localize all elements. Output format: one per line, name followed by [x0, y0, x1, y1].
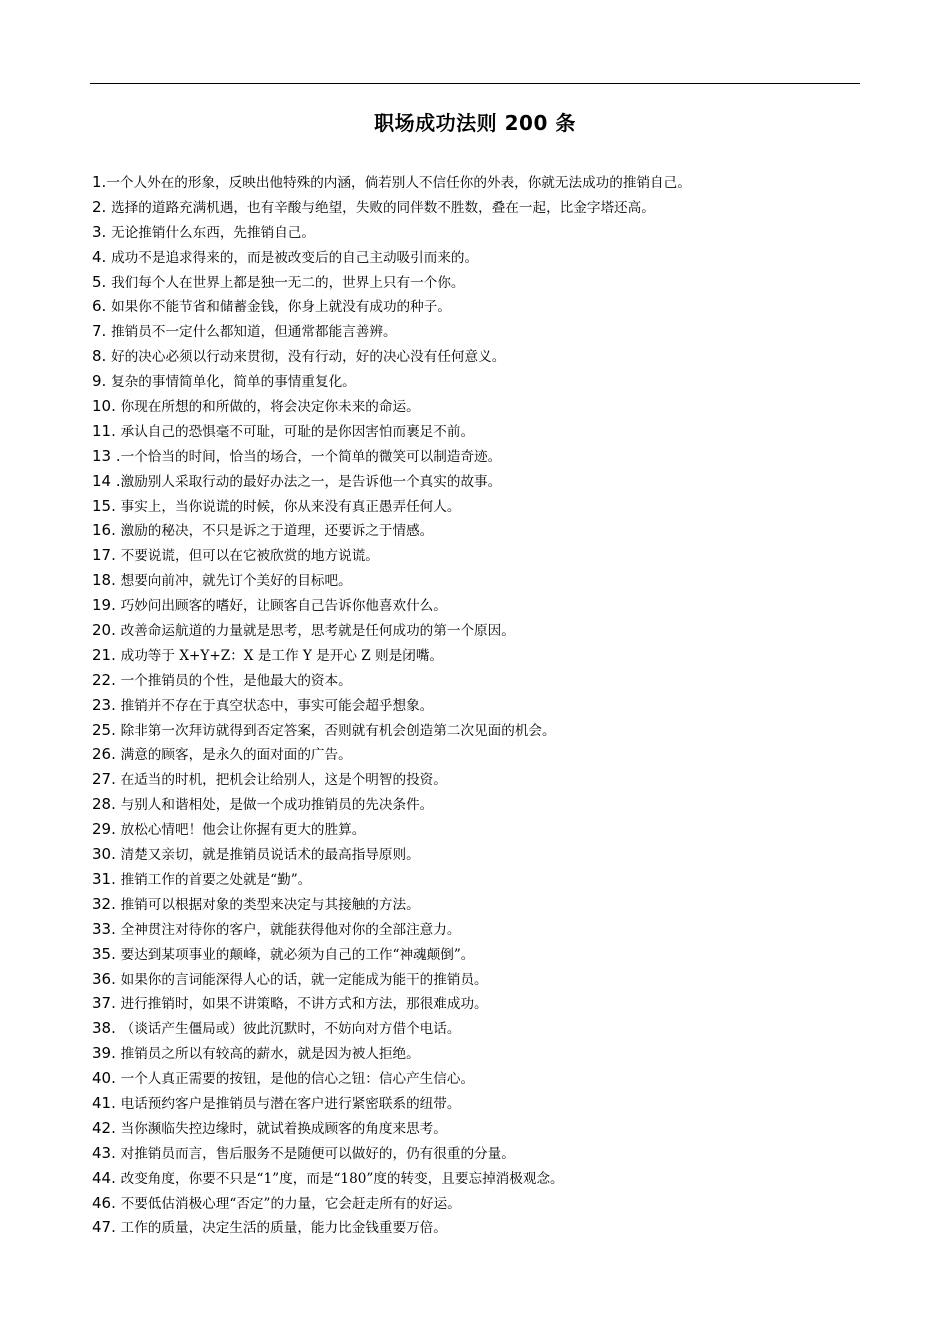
- rule-text: 改善命运航道的力量就是思考，思考就是任何成功的第一个原因。: [120, 623, 515, 640]
- rule-number: 43.: [92, 1143, 121, 1162]
- rule-text: 事实上，当你说谎的时候，你从来没有真正愚弄任何人。: [120, 498, 461, 515]
- rule-item: [92, 344, 892, 369]
- rule-item: [92, 394, 892, 419]
- rule-text: 巧妙问出顾客的嗜好，让顾客自己告诉你他喜欢什么。: [120, 598, 447, 615]
- header-rule: [90, 83, 860, 84]
- rule-item: [92, 1041, 892, 1066]
- rule-item: [92, 742, 892, 767]
- rule-text: 如果你的言词能深得人心的话，就一定能成为能干的推销员。: [120, 971, 488, 988]
- rule-item: [92, 693, 892, 718]
- rule-item: [92, 1191, 892, 1216]
- rule-text: （谈话产生僵局或）彼此沉默时，不妨向对方借个电话。: [120, 1021, 461, 1038]
- rule-number: 27.: [92, 770, 121, 789]
- rule-item: [92, 817, 892, 842]
- rule-text: 全神贯注对待你的客户，就能获得他对你的全部注意力。: [120, 921, 461, 938]
- rule-number: 21.: [92, 645, 121, 664]
- rule-text: 无论推销什么东西，先推销自己。: [111, 224, 315, 241]
- rule-number: 32.: [92, 894, 121, 913]
- rule-number: 47.: [92, 1218, 121, 1237]
- rule-number: 18.: [92, 571, 121, 590]
- rule-text: 工作的质量，决定生活的质量，能力比金钱重要万倍。: [120, 1220, 447, 1237]
- rule-number: 1.: [92, 173, 107, 191]
- rule-text: 激励别人采取行动的最好办法之一，是告诉他一个真实的故事。: [120, 473, 502, 490]
- rule-text: 一个人外在的形象，反映出他特殊的内涵，倘若别人不信任你的外表，你就无法成功的推销自己。: [106, 175, 691, 191]
- rule-item: [92, 494, 892, 519]
- rule-number: 23.: [92, 695, 121, 714]
- rule-number: 6.: [92, 297, 112, 316]
- rule-text: 推销并不存在于真空状态中，事实可能会超乎想象。: [120, 697, 434, 714]
- rule-text: 对推销员而言，售后服务不是随便可以做好的，仍有很重的分量。: [120, 1145, 515, 1162]
- rule-number: 30.: [92, 845, 121, 864]
- rule-text: 除非第一次拜访就得到否定答案，否则就有机会创造第二次见面的机会。: [120, 722, 556, 739]
- rule-number: 7.: [92, 322, 112, 341]
- rule-number: 31.: [92, 869, 121, 888]
- rule-number: 38.: [92, 1019, 121, 1038]
- rule-number: 17.: [92, 546, 121, 565]
- rule-number: 25.: [92, 720, 121, 739]
- rule-text: 好的决心必须以行动来贯彻，没有行动，好的决心没有任何意义。: [111, 349, 506, 366]
- rule-item: [92, 1215, 892, 1240]
- rule-item: [92, 518, 892, 543]
- rule-text: 复杂的事情简单化，简单的事情重复化。: [111, 374, 356, 391]
- rule-item: [92, 369, 892, 394]
- rule-item: [92, 469, 892, 494]
- document-title: 职场成功法则 200 条: [374, 111, 576, 135]
- rule-number: 29.: [92, 820, 121, 839]
- rule-number: 40.: [92, 1069, 121, 1088]
- rule-item: [92, 1016, 892, 1041]
- rule-item: [92, 792, 892, 817]
- rule-number: 11.: [92, 421, 121, 440]
- rule-item: [92, 1141, 892, 1166]
- rule-item: [92, 444, 892, 469]
- rule-item: [92, 319, 892, 344]
- rule-text: 改变角度，你要不只是“1”度，而是“180”度的转变，且要忘掉消极观念。: [120, 1170, 564, 1187]
- rule-text: 当你濒临失控边缘时，就试着换成顾客的角度来思考。: [120, 1120, 447, 1137]
- rule-text: 推销员之所以有较高的薪水，就是因为被人拒绝。: [120, 1046, 420, 1063]
- rule-number: 41.: [92, 1093, 121, 1112]
- rule-text: 满意的顾客，是永久的面对面的广告。: [120, 747, 352, 764]
- rule-item: [92, 618, 892, 643]
- rule-text: 一个恰当的时间，恰当的场合，一个简单的微笑可以制造奇迹。: [120, 448, 502, 465]
- rule-number: 22.: [92, 670, 121, 689]
- rule-text: 成功等于 X+Y+Z：X 是工作 Y 是开心 Z 则是闭嘴。: [120, 647, 444, 664]
- rule-text: 我们每个人在世界上都是独一无二的，世界上只有一个你。: [111, 274, 465, 291]
- rule-number: 37.: [92, 994, 121, 1013]
- rule-text: 如果你不能节省和储蓄金钱，你身上就没有成功的种子。: [111, 299, 451, 316]
- rule-number: 44.: [92, 1168, 121, 1187]
- rule-text: 一个推销员的个性，是他最大的资本。: [120, 672, 352, 689]
- rule-text: 进行推销时，如果不讲策略，不讲方式和方法，那很难成功。: [120, 996, 488, 1013]
- rule-number: 3.: [92, 222, 112, 241]
- rule-text: 放松心情吧！他会让你握有更大的胜算。: [120, 822, 366, 839]
- rule-number: 13 .: [92, 446, 121, 465]
- rule-item: [92, 942, 892, 967]
- rule-text: 推销可以根据对象的类型来决定与其接触的方法。: [120, 896, 420, 913]
- rule-item: [92, 270, 892, 295]
- rule-text: 选择的道路充满机遇，也有辛酸与绝望，失败的同伴数不胜数，叠在一起，比金字塔还高。: [111, 199, 655, 216]
- rule-number: 14 .: [92, 471, 121, 490]
- rule-text: 承认自己的恐惧毫不可耻，可耻的是你因害怕而裹足不前。: [120, 423, 475, 440]
- rule-item: [92, 568, 892, 593]
- rule-number: 5.: [92, 272, 112, 291]
- rule-number: 39.: [92, 1044, 121, 1063]
- rule-number: 36.: [92, 969, 121, 988]
- rule-item: [92, 220, 892, 245]
- rule-number: 9.: [92, 372, 112, 391]
- rule-text: 在适当的时机，把机会让给别人，这是个明智的投资。: [120, 772, 447, 789]
- rule-number: 15.: [92, 496, 121, 515]
- rule-item: [92, 543, 892, 568]
- rule-text: 你现在所想的和所做的，将会决定你未来的命运。: [120, 399, 420, 416]
- rule-text: 推销员不一定什么都知道，但通常都能言善辨。: [111, 324, 397, 341]
- rule-item: [92, 991, 892, 1016]
- rule-text: 不要说谎，但可以在它被欣赏的地方说谎。: [120, 548, 379, 565]
- rule-item: [92, 1166, 892, 1191]
- rule-item: [92, 1066, 892, 1091]
- rule-text: 推销工作的首要之处就是“勤”。: [120, 871, 312, 888]
- rule-text: 电话预约客户是推销员与潜在客户进行紧密联系的纽带。: [120, 1095, 461, 1112]
- rule-number: 20.: [92, 621, 121, 640]
- rule-item: [92, 967, 892, 992]
- rule-item: [92, 1116, 892, 1141]
- rule-item: [92, 892, 892, 917]
- rule-text: 一个人真正需要的按钮，是他的信心之钮：信心产生信心。: [120, 1071, 475, 1088]
- rule-text: 成功不是追求得来的，而是被改变后的自己主动吸引而来的。: [111, 249, 479, 266]
- rule-number: 10.: [92, 397, 121, 416]
- rule-item: [92, 419, 892, 444]
- rule-number: 8.: [92, 347, 112, 366]
- rule-item: [92, 668, 892, 693]
- rule-text: 与别人和谐相处，是做一个成功推销员的先决条件。: [120, 797, 434, 814]
- rule-item: [92, 643, 892, 668]
- rule-text: 不要低估消极心理“否定”的力量，它会赶走所有的好运。: [120, 1195, 461, 1212]
- rule-item: [92, 593, 892, 618]
- rule-number: 35.: [92, 944, 121, 963]
- rule-text: 清楚又亲切，就是推销员说话术的最高指导原则。: [120, 847, 420, 864]
- rule-number: 4.: [92, 247, 112, 266]
- rule-number: 33.: [92, 919, 121, 938]
- rule-item: [92, 1091, 892, 1116]
- rule-number: 46.: [92, 1193, 121, 1212]
- rule-item: [92, 170, 892, 195]
- rule-item: [92, 867, 892, 892]
- rule-number: 19.: [92, 596, 121, 615]
- rule-item: [92, 294, 892, 319]
- rule-text: 要达到某项事业的颠峰，就必须为自己的工作“神魂颠倒”。: [120, 946, 475, 963]
- rule-text: 想要向前冲，就先订个美好的目标吧。: [120, 573, 352, 590]
- rules-list: [92, 170, 892, 1240]
- rule-item: [92, 767, 892, 792]
- rule-item: [92, 842, 892, 867]
- rule-number: 28.: [92, 795, 121, 814]
- rule-number: 2.: [92, 197, 112, 216]
- rule-number: 16.: [92, 521, 121, 540]
- rule-item: [92, 195, 892, 220]
- rule-item: [92, 917, 892, 942]
- rule-item: [92, 718, 892, 743]
- rule-text: 激励的秘决，不只是诉之于道理，还要诉之于情感。: [120, 523, 434, 540]
- rule-item: [92, 245, 892, 270]
- rule-number: 26.: [92, 745, 121, 764]
- rule-number: 42.: [92, 1118, 121, 1137]
